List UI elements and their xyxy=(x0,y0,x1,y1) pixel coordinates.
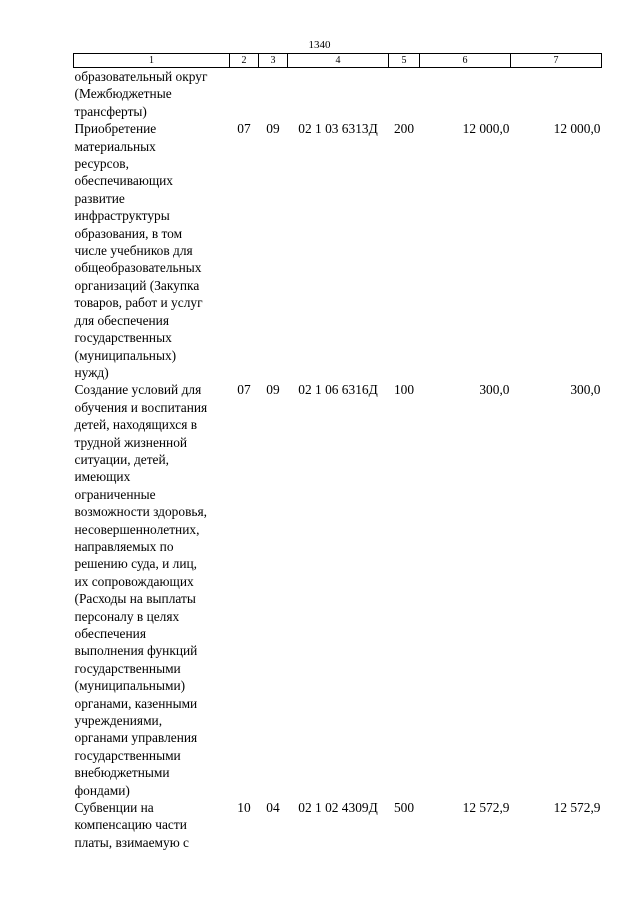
description-line: их сопровождающих xyxy=(74,573,194,589)
amount-year-1: 300,0 xyxy=(479,382,510,398)
expense-type-code: 500 xyxy=(393,800,415,816)
description-line: нужд) xyxy=(74,364,109,380)
column-number: 1 xyxy=(74,54,230,68)
description-line: организаций (Закупка xyxy=(74,277,200,293)
subsection-code: 09 xyxy=(266,121,280,137)
description-line: решению суда, и лиц, xyxy=(74,556,198,572)
subsection-code: 04 xyxy=(266,800,280,816)
description-line: общеобразовательных xyxy=(74,260,202,276)
description-line: фондами) xyxy=(74,782,130,798)
description-line: числе учебников для xyxy=(74,243,193,259)
expense-description xyxy=(74,68,230,121)
expense-type-code: 100 xyxy=(393,382,415,398)
amount-year-2: 12 572,9 xyxy=(553,800,601,816)
description-line: учреждениями, xyxy=(74,713,163,729)
table-row xyxy=(74,68,602,121)
description-line: (Расходы на выплаты xyxy=(74,591,196,607)
section-code xyxy=(230,68,259,121)
description-line: (Межбюджетные xyxy=(74,86,172,102)
expense-description xyxy=(74,799,230,851)
description-line: платы, взимаемую с xyxy=(74,834,190,850)
description-line: инфраструктуры xyxy=(74,208,170,224)
description-line: компенсацию части xyxy=(74,817,187,833)
budget-table xyxy=(73,53,602,851)
subsection-code xyxy=(259,68,288,121)
column-number: 3 xyxy=(259,54,288,68)
description-line: образования, в том xyxy=(74,225,183,241)
description-line: органами, казенными xyxy=(74,695,198,711)
description-line: трудной жизненной xyxy=(74,434,188,450)
description-line: образовательный округ xyxy=(74,69,208,84)
description-line: Создание условий для xyxy=(74,382,202,398)
description-line: направляемых по xyxy=(74,538,174,554)
column-number: 6 xyxy=(420,54,511,68)
section-code: 07 xyxy=(237,382,251,398)
description-line: Приобретение xyxy=(74,121,157,137)
amount-year-1: 12 000,0 xyxy=(462,121,510,137)
target-article-code: 02 1 02 4309Д xyxy=(298,800,378,816)
page-number: 1340 xyxy=(308,39,331,51)
description-line: Субвенции на xyxy=(74,800,154,816)
description-line: детей, находящихся в xyxy=(74,417,198,433)
description-line: выполнения функций xyxy=(74,643,198,659)
description-line: товаров, работ и услуг xyxy=(74,295,203,311)
amount-year-1 xyxy=(420,68,511,121)
column-number: 5 xyxy=(389,54,420,68)
table-row xyxy=(74,799,602,851)
description-line: трансферты) xyxy=(74,103,147,119)
subsection-code: 09 xyxy=(266,382,280,398)
description-line: государственных xyxy=(74,330,172,346)
column-number: 7 xyxy=(511,54,602,68)
table-row xyxy=(74,381,602,799)
target-article-code: 02 1 03 6313Д xyxy=(298,121,378,137)
column-number-row xyxy=(74,54,602,68)
expense-type-code xyxy=(389,68,420,121)
column-number: 4 xyxy=(288,54,389,68)
description-line: для обеспечения xyxy=(74,312,169,328)
description-line: ситуации, детей, xyxy=(74,451,170,467)
amount-year-2: 300,0 xyxy=(570,382,601,398)
expense-type-code: 200 xyxy=(393,121,415,137)
section-code: 10 xyxy=(237,800,251,816)
description-line: возможности здоровья, xyxy=(74,504,208,520)
description-line: ресурсов, xyxy=(74,156,129,172)
column-number: 2 xyxy=(230,54,259,68)
description-line: государственными xyxy=(74,747,181,763)
description-line: органами управления xyxy=(74,730,198,746)
amount-year-2 xyxy=(511,68,602,121)
amount-year-1: 12 572,9 xyxy=(462,800,510,816)
description-line: ограниченные xyxy=(74,486,156,502)
description-line: развитие xyxy=(74,190,125,206)
description-line: несовершеннолетних, xyxy=(74,521,200,537)
description-line: обеспечивающих xyxy=(74,173,173,189)
table-row xyxy=(74,120,602,381)
description-line: (муниципальными) xyxy=(74,678,186,694)
description-line: обучения и воспитания xyxy=(74,399,208,415)
target-article-code xyxy=(288,68,389,121)
amount-year-2: 12 000,0 xyxy=(553,121,601,137)
expense-description xyxy=(74,381,230,799)
description-line: государственными xyxy=(74,660,181,676)
section-code: 07 xyxy=(237,121,251,137)
description-line: персоналу в целях xyxy=(74,608,180,624)
description-line: внебюджетными xyxy=(74,765,170,781)
description-line: (муниципальных) xyxy=(74,347,177,363)
description-line: имеющих xyxy=(74,469,131,485)
description-line: материальных xyxy=(74,138,156,154)
expense-description xyxy=(74,120,230,381)
target-article-code: 02 1 06 6316Д xyxy=(298,382,378,398)
budget-table-body xyxy=(74,68,602,852)
description-line: обеспечения xyxy=(74,626,146,641)
